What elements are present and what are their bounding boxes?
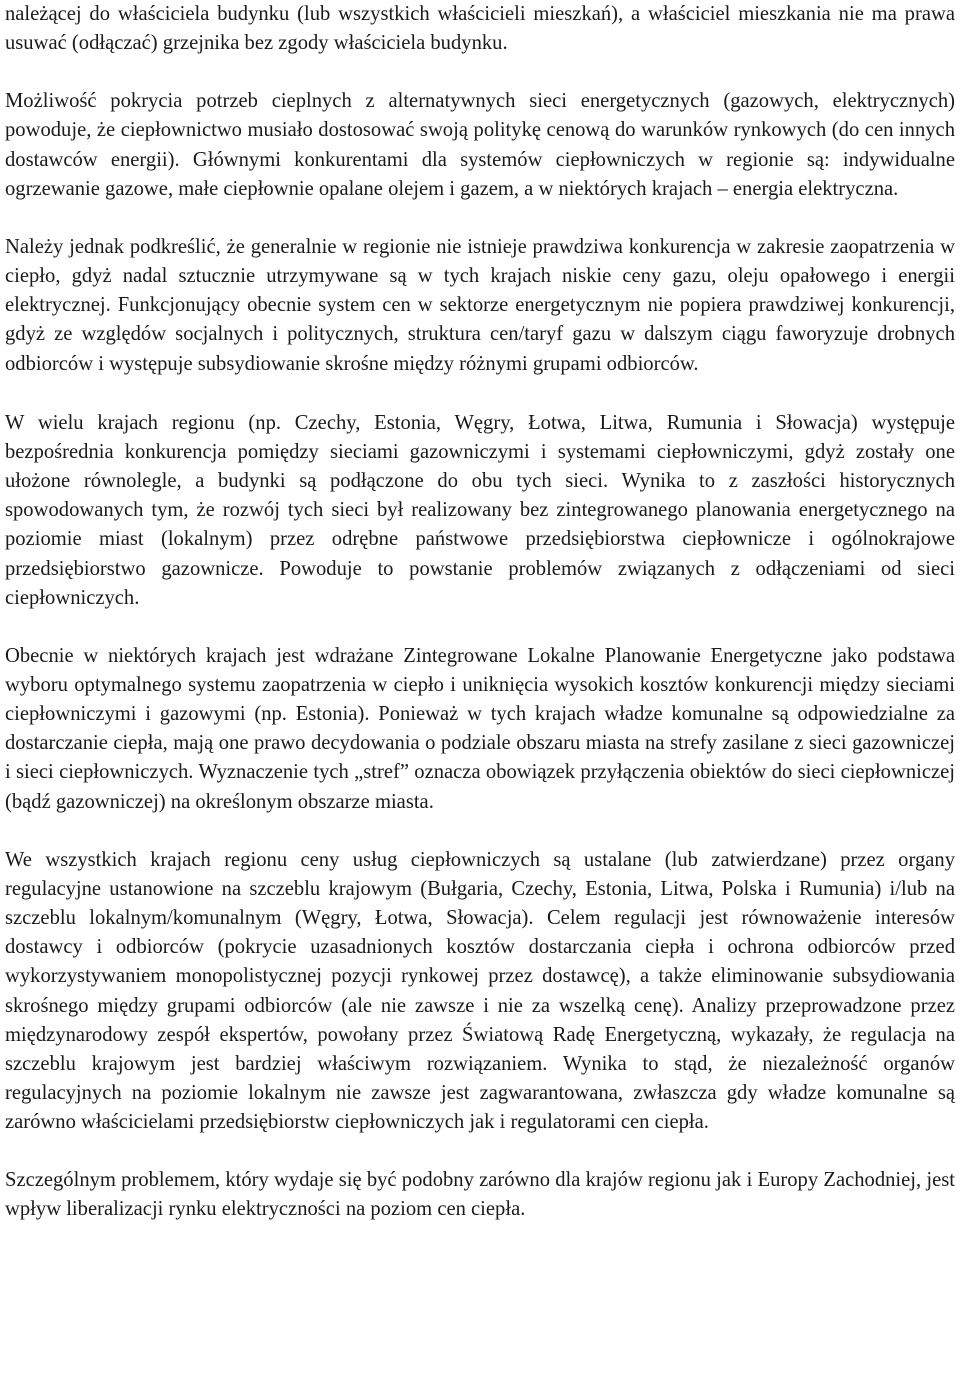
paragraph-4: W wielu krajach regionu (np. Czechy, Estonia, Węgry, Łotwa, Litwa, Rumunia i Słowacja) występuje bezpośrednia konkurencja pomiędzy sieciami gazowniczymi i systemami ciepłowniczymi, gdyż zostały one ułożone równolegle, a budynki są podłączone do obu tych sieci. Wynika to z zaszłości historycznych spowodowanych tym, że rozwój tych sieci był realizowany bez zintegrowanego planowania energetycznego na poziomie miast (lokalnym) przez odrębne państwowe przedsiębiorstwa ciepłownicze i ogólnokrajowe przedsiębiorstwo gazownicze. Powoduje to powstanie problemów związanych z odłączeniami od sieci ciepłowniczych. [5,411,955,609]
paragraph-1: należącej do właściciela budynku (lub wszystkich właścicieli mieszkań), a właściciel mieszkania nie ma prawa usuwać (odłączać) grzejnika bez zgody właściciela budynku. [5,3,955,55]
paragraph-5: Obecnie w niektórych krajach jest wdrażane Zintegrowane Lokalne Planowanie Energetyczne jako podstawa wyboru optymalnego systemu zaopatrzenia w ciepło i uniknięcia wysokich kosztów konkurencji między sieciami ciepłowniczymi i gazowymi (np. Estonia). Ponieważ w tych krajach władze komunalne są odpowiedzialne za dostarczanie ciepła, mają one prawo decydowania o podziale obszaru miasta na strefy zasilane z sieci gazowniczej i sieci ciepłowniczych. Wyznaczenie tych „stref” oznacza obowiązek przyłączenia obiektów do sieci ciepłowniczej (bądź gazowniczej) na określonym obszarze miasta. [5,644,955,813]
paragraph-3: Należy jednak podkreślić, że generalnie w regionie nie istnieje prawdziwa konkurencja w zakresie zaopatrzenia w ciepło, gdyż nadal sztucznie utrzymywane są w tych krajach niskie ceny gazu, oleju opałowego i energii elektrycznej. Funkcjonujący obecnie system cen w sektorze energetycznym nie popiera prawdziwej konkurencji, gdyż ze względów socjalnych i politycznych, struktura cen/taryf gazu w dalszym ciągu faworyzuje drobnych odbiorców i występuje subsydiowanie skrośne między różnymi grupami odbiorców. [5,235,955,375]
paragraph-2: Możliwość pokrycia potrzeb cieplnych z alternatywnych sieci energetycznych (gazowych, elektrycznych) powoduje, że ciepłownictwo musiało dostosować swoją politykę cenową do warunków rynkowych (do cen innych dostawców energii). Głównymi konkurentami dla systemów ciepłowniczych w regionie są: indywidualne ogrzewanie gazowe, małe ciepłownie opalane olejem i gazem, a w niektórych krajach – energia elektryczna. [5,90,955,200]
paragraph-6: We wszystkich krajach regionu ceny usług ciepłowniczych są ustalane (lub zatwierdzane) przez organy regulacyjne ustanowione na szczeblu krajowym (Bułgaria, Czechy, Estonia, Litwa, Polska i Rumunia) i/lub na szczeblu lokalnym/komunalnym (Węgry, Łotwa, Słowacja). Celem regulacji jest równoważenie interesów dostawcy i odbiorców (pokrycie uzasadnionych kosztów dostarczania ciepła i ochrona odbiorców przed wykorzystywaniem monopolistycznej pozycji rynkowej przez dostawcę), a także eliminowanie subsydiowania skrośnego między grupami odbiorców (ale nie zawsze i nie za wszelką cenę). Analizy przeprowadzone przez międzynarodowy zespół ekspertów, powołany przez Światową Radę Energetyczną, wykazały, że regulacja na szczeblu krajowym jest bardziej właściwym rozwiązaniem. Wynika to stąd, że niezależność organów regulacyjnych na poziomie lokalnym nie zawsze jest zagwarantowana, zwłaszcza gdy władze komunalne są zarówno właścicielami przedsiębiorstw ciepłowniczych jak i regulatorami cen ciepła. [5,848,955,1134]
document-page [5,0,955,1225]
paragraph-7: Szczególnym problemem, który wydaje się być podobny zarówno dla krajów regionu jak i Europy Zachodniej, jest wpływ liberalizacji rynku elektryczności na poziom cen ciepła. [5,1169,955,1221]
